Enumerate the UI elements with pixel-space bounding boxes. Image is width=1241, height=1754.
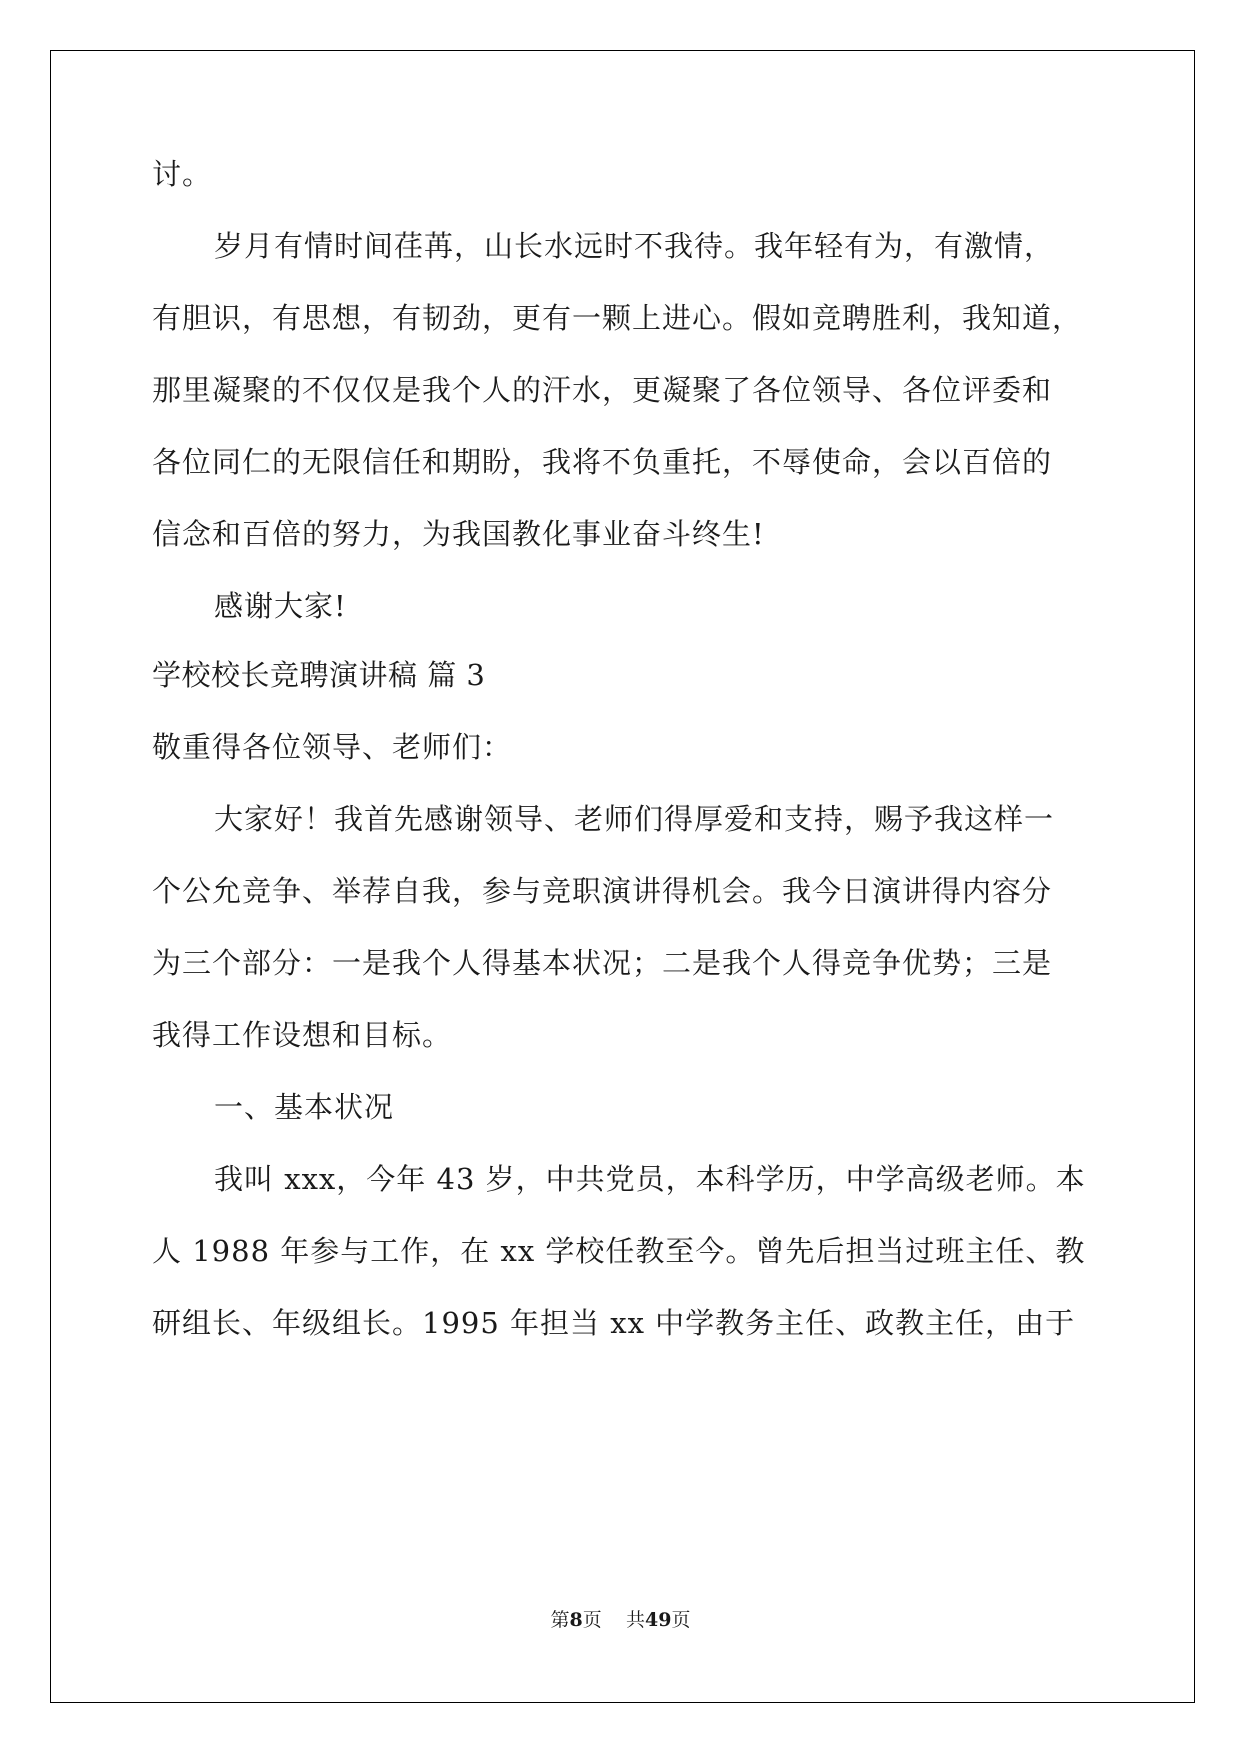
total-page-count: 49 [644,1609,672,1631]
paragraph-line: 大家好！我首先感谢领导、老师们得厚爱和支持，赐予我这样一 [214,802,1055,836]
text-line: 信念和百倍的努力，为我国教化事业奋斗终生! [152,517,765,551]
text-line: 有胆识，有思想，有韧劲，更有一颗上进心。假如竞聘胜利，我知道， [152,301,1083,335]
text-line: 为三个部分：一是我个人得基本状况；二是我个人得竞争优势；三是 [152,946,1053,980]
current-page-number: 8 [569,1609,583,1631]
text-line: 人 1988 年参与工作，在 xx 学校任教至今。曾先后担当过班主任、教 [152,1234,1086,1268]
text-line: 那里凝聚的不仅仅是我个人的汗水，更凝聚了各位领导、各位评委和 [152,373,1053,407]
salutation: 敬重得各位领导、老师们： [152,730,513,764]
footer-total-unit: 页 [671,1609,691,1631]
text-line: 个公允竞争、举荐自我，参与竞职演讲得机会。我今日演讲得内容分 [152,874,1053,908]
text-line: 我得工作设想和目标。 [152,1018,453,1052]
subsection-heading: 一、基本状况 [214,1090,395,1124]
paragraph-line: 我叫 xxx，今年 43 岁，中共党员，本科学历，中学高级老师。本 [214,1162,1086,1196]
text-line: 讨。 [152,157,213,191]
text-line: 各位同仁的无限信任和期盼，我将不负重托，不辱使命，会以百倍的 [152,445,1053,479]
paragraph-line: 岁月有情时间荏苒，山长水远时不我待。我年轻有为，有激情， [214,229,1055,263]
footer-prefix: 第 [550,1609,570,1631]
footer-page-unit: 页 [582,1609,602,1631]
footer-total-prefix: 共 [625,1609,645,1631]
page-footer [0,1608,1241,1632]
section-title: 学校校长竞聘演讲稿 篇 3 [152,658,486,692]
paragraph-line: 感谢大家! [214,589,347,623]
text-line: 研组长、年级组长。1995 年担当 xx 中学教务主任、政教主任，由于 [152,1306,1076,1340]
